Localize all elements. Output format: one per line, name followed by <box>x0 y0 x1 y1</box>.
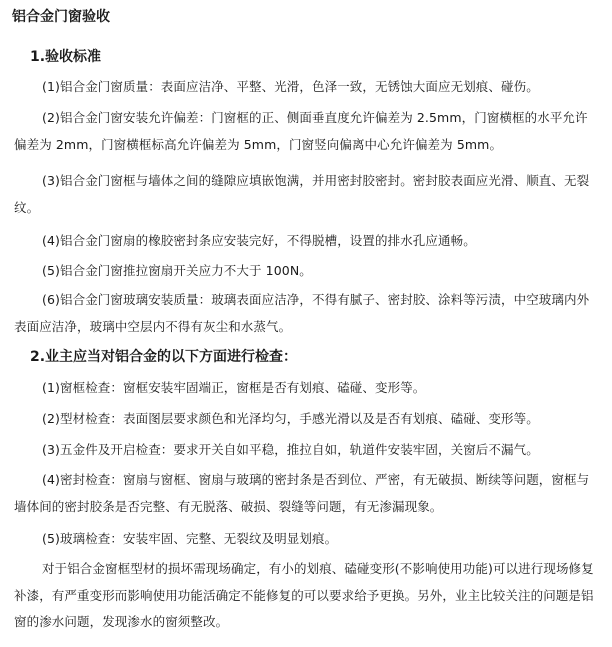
paragraph-sliding-force: (5)铝合金门窗推拉窗扇开关应力不大于 100N。 <box>42 263 312 278</box>
paragraph-seal-inspection: (4)密封检查：窗扇与窗框、窗扇与玻璃的密封条是否到位、严密，有无破损、断续等问题，窗框与墙体间的密封胶条是否完整、有无脱落、破损、裂缝等问题，有无渗漏现象。 <box>14 472 590 514</box>
section-heading-acceptance-standards: 1.验收标准 <box>30 49 102 65</box>
section-heading-owner-inspection: 2.业主应当对铝合金的以下方面进行检查： <box>30 349 298 365</box>
paragraph-profile-inspection: (2)型材检查：表面图层要求颜色和光泽均匀，手感光滑以及是否有划痕、磕碰、变形等。 <box>42 411 539 426</box>
paragraph-installation-tolerance: (2)铝合金门窗安装允许偏差：门窗框的正、侧面垂直度允许偏差为 2.5mm，门窗横框的水平允许偏差为 2mm，门窗横框标高允许偏差为 5mm，门窗竖向偏离中心允许偏差为 5mm。 <box>14 110 588 152</box>
paragraph-window-quality: (1)铝合金门窗质量：表面应洁净、平整、光滑，色泽一致，无锈蚀大面应无划痕、碰伤。 <box>42 79 539 94</box>
paragraph-rubber-seal: (4)铝合金门窗扇的橡胶密封条应安装完好，不得脱槽，设置的排水孔应通畅。 <box>42 233 476 248</box>
paragraph-frame-inspection: (1)窗框检查：窗框安装牢固端正，窗框是否有划痕、磕碰、变形等。 <box>42 380 426 395</box>
paragraph-glass-inspection: (5)玻璃检查：安装牢固、完整、无裂纹及明显划痕。 <box>42 531 338 546</box>
paragraph-hardware-inspection: (3)五金件及开启检查：要求开关自如平稳，推拉自如，轨道件安装牢固，关窗后不漏气。 <box>42 442 539 457</box>
paragraph-glass-installation: (6)铝合金门窗玻璃安装质量：玻璃表面应洁净，不得有腻子、密封胶、涂料等污渍，中空玻璃内外表面应洁净，玻璃中空层内不得有灰尘和水蒸气。 <box>14 292 590 334</box>
paragraph-closing-note: 对于铝合金窗框型材的损坏需现场确定，有小的划痕、磕碰变形(不影响使用功能)可以进行现场修复补漆，有严重变形而影响使用功能活确定不能修复的可以要求给予更换。另外，业主比较关注的问题是铝窗的渗水问题，发现渗水的窗须整改。 <box>14 561 594 629</box>
document-title: 铝合金门窗验收 <box>12 9 110 25</box>
paragraph-gap-sealing: (3)铝合金门窗框与墙体之间的缝隙应填嵌饱满，并用密封胶密封。密封胶表面应光滑、顺直、无裂纹。 <box>14 173 590 215</box>
